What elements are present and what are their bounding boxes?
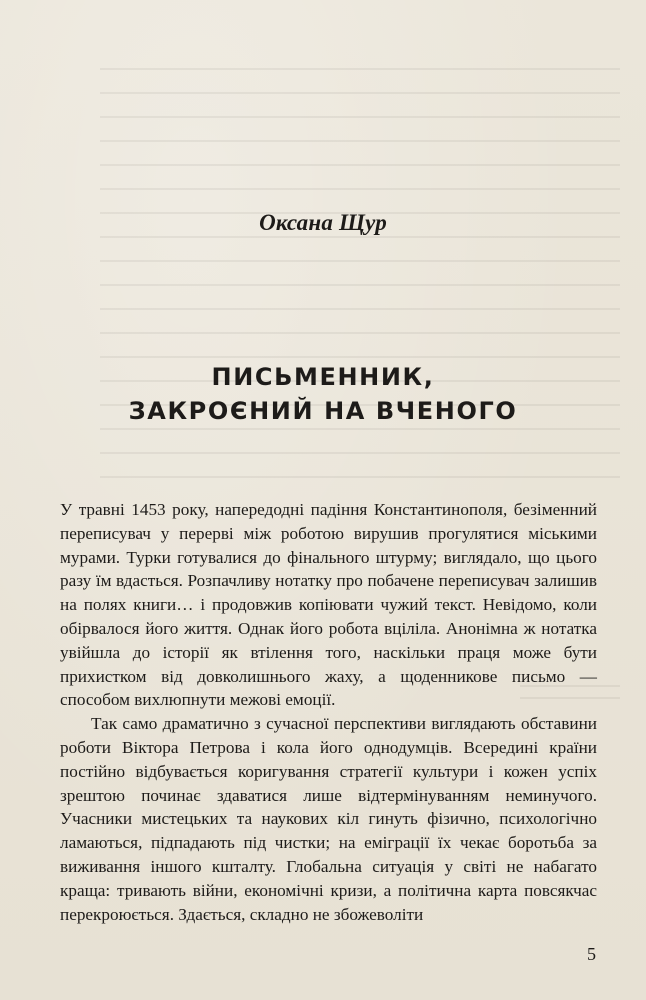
body-text <box>60 498 597 926</box>
chapter-title <box>0 360 646 428</box>
chapter-title-line-2: ЗАКРОЄНИЙ НА ВЧЕНОГО <box>128 397 518 425</box>
author-name: Оксана Щур <box>259 210 387 235</box>
chapter-title-line-1: ПИСЬМЕННИК, <box>211 363 435 391</box>
page-number: 5 <box>587 944 596 964</box>
paragraph-2: Так само драматично з сучасної перспективи виглядають обставини роботи Віктора Петрова і кола його однодумців. Всередині країни постійно відбувається коригування стратегії культури і кожен успіх зрештою починає здаватися лише відтермінуванням неминучого. Учасники мистецьких та наукових кіл гинуть фізично, психологічно ламаються, підпадають під чистки; на еміграції їх чекає боротьба за виживання іншого кшталту. Глобальна ситуація у світі не набагато краща: тривають війни, економічні кризи, а політична карта повсякчас перекроюється. Здається, складно не збожеволіти <box>60 714 597 924</box>
paragraph-1: У травні 1453 року, напередодні падіння Константинополя, безіменний переписувач у перерві між роботою вирушив прогулятися міськими мурами. Турки готувалися до фінального штурму; виглядало, що цього разу їм вдасться. Розпачливу нотатку про побачене переписувач залишив на полях книги… і продовжив копіювати чужий текст. Невідомо, коли обірвалося його життя. Однак його робота вціліла. Анонімна ж нотатка увійшла до історії як втілення того, наскільки праця може бути прихистком від довколишнього жаху, а щоденникове письмо — способом вихлюпнути межові емоції. <box>60 500 597 710</box>
